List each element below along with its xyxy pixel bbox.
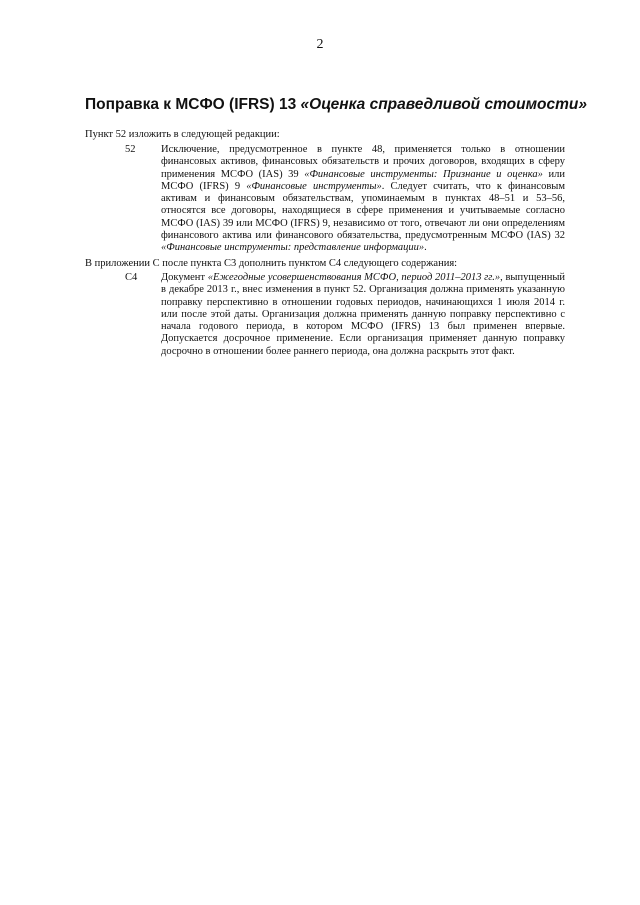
text-segment: , выпущенный в декабре 2013 г., внес изменения в пункт 52. Организация должна применять указанную поправку перспективно в отношении годовых периодов, начинающихся 1 июля 2014 г. или после этой даты. Организация должна применять данную поправку перспективно с начала годового периода, в котором МСФО (IFRS) 13 был применен впервые. Допускается досрочное применение. Если организация применяет данную поправку досрочно в отношении более раннего периода, она должна раскрыть этот факт. — [161, 272, 565, 357]
paragraph-number: 52 — [125, 144, 136, 155]
text-segment-italic: «Ежегодные усовершенствования МСФО, период 2011–2013 гг.» — [207, 272, 501, 283]
heading-prefix: Поправка к МСФО (IFRS) 13 — [85, 96, 301, 113]
paragraph-text — [161, 272, 565, 358]
text-segment: . Следует считать, что к финансовым активам и финансовым обязательствам, упоминаемым в пунктах 48–51 и 53–56, относятся все договоры, находящиеся в сфере применения и учитываемые согласно МСФО (IAS) 39 или МСФО (IFRS) 9, независимо от того, отвечают ли они определениям финансового актива или финансового обязательства, предусмотренным МСФО (IAS) 32 — [161, 180, 565, 242]
page-number: 2 — [316, 37, 324, 52]
text-segment-italic: «Финансовые инструменты: представление информации» — [161, 242, 425, 254]
text-segment-italic: «Финансовые инструменты» — [246, 180, 382, 192]
paragraph-number: С4 — [125, 272, 138, 283]
paragraph-text — [161, 144, 565, 255]
instruction-paragraph-52: Пункт 52 изложить в следующей редакции: — [85, 129, 280, 140]
heading-title: «Оценка справедливой стоимости» — [300, 96, 588, 113]
text-segment: Документ — [161, 272, 208, 283]
text-segment: Исключение, предусмотренное в пункте 48, применяется только в отношении финансовых активов, финансовых обязательств и прочих договоров, входящих в сферу применения МСФО (IAS) 39 — [161, 144, 565, 180]
instruction-appendix-c: В приложении С после пункта С3 дополнить пунктом С4 следующего содержания: — [85, 258, 458, 269]
text-segment: . — [424, 242, 427, 254]
text-segment-italic: «Финансовые инструменты: Признание и оценка» — [304, 168, 543, 180]
text-segment: или МСФО (IFRS) 9 — [161, 168, 565, 192]
amendment-heading — [85, 95, 588, 115]
